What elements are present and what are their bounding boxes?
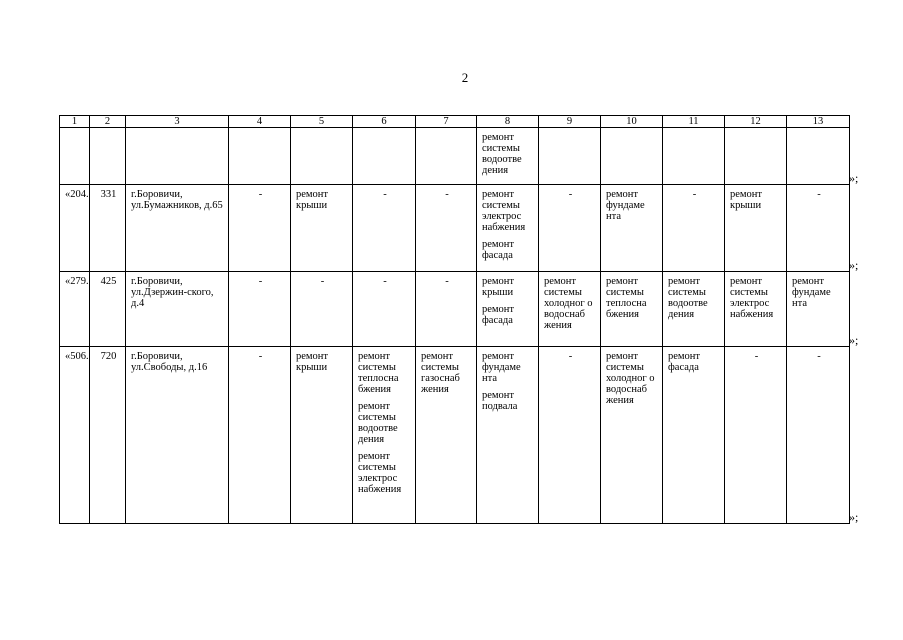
table-cell xyxy=(725,347,787,524)
empty-dash: - xyxy=(568,351,573,362)
table-cell xyxy=(90,347,126,524)
column-header: 11 xyxy=(663,116,725,128)
empty-dash: - xyxy=(568,189,573,200)
address: г.Боровичи, ул.Бумажников, д.65 xyxy=(131,189,223,211)
table-cell xyxy=(663,185,725,272)
table-cell xyxy=(353,347,416,524)
table-cell xyxy=(353,185,416,272)
table-cell xyxy=(477,347,539,524)
table-cell xyxy=(663,347,725,524)
work-item: ремонт системы водоотве дения xyxy=(482,132,522,176)
row-id: 720 xyxy=(100,351,117,362)
table-cell xyxy=(90,128,126,185)
table-cell xyxy=(601,185,663,272)
row-closing-mark: »; xyxy=(849,257,859,272)
work-item: ремонт крыши xyxy=(296,351,329,373)
table-cell xyxy=(126,128,229,185)
table-cell xyxy=(725,128,787,185)
column-header: 10 xyxy=(601,116,663,128)
row-id: 425 xyxy=(100,276,117,287)
table-cell xyxy=(229,185,291,272)
work-item: ремонт фасада xyxy=(668,351,701,373)
empty-dash: - xyxy=(258,351,263,362)
table-cell xyxy=(291,128,353,185)
table-cell xyxy=(353,128,416,185)
table-cell xyxy=(787,185,850,272)
work-item: ремонт фундаме нта xyxy=(792,276,831,309)
table-cell xyxy=(291,347,353,524)
table-cell xyxy=(291,185,353,272)
work-item: ремонт крыши xyxy=(296,189,329,211)
column-header: 1 xyxy=(60,116,90,128)
table-cell xyxy=(725,272,787,347)
empty-dash: - xyxy=(817,189,821,200)
table-cell xyxy=(90,185,126,272)
work-item: ремонт системы электрос набжения xyxy=(358,451,402,495)
table-cell xyxy=(229,128,291,185)
row-number: «204. xyxy=(65,189,89,200)
table-cell xyxy=(353,272,416,347)
work-item: ремонт крыши xyxy=(730,189,763,211)
table-cell xyxy=(725,185,787,272)
empty-dash: - xyxy=(692,189,697,200)
column-header: 12 xyxy=(725,116,787,128)
table-cell xyxy=(663,272,725,347)
table-cell xyxy=(787,347,850,524)
table-cell xyxy=(477,272,539,347)
empty-dash: - xyxy=(383,189,387,200)
row-number: «279. xyxy=(65,276,89,287)
table-cell xyxy=(90,272,126,347)
table-cell xyxy=(416,185,477,272)
table-cell xyxy=(60,185,90,272)
column-header: 2 xyxy=(90,116,126,128)
empty-dash: - xyxy=(320,276,325,287)
table-row xyxy=(60,185,850,272)
table-row xyxy=(60,128,850,185)
table-cell xyxy=(126,272,229,347)
row-closing-mark: »; xyxy=(849,509,859,524)
table-row xyxy=(60,347,850,524)
work-item: ремонт системы водоотве дения xyxy=(358,401,398,445)
table-cell xyxy=(60,272,90,347)
table-cell xyxy=(60,128,90,185)
table-cell xyxy=(663,128,725,185)
column-header: 3 xyxy=(126,116,229,128)
table-cell xyxy=(291,272,353,347)
work-item: ремонт подвала xyxy=(482,390,518,412)
work-item: ремонт фасада xyxy=(482,239,515,261)
table-cell xyxy=(229,272,291,347)
column-header: 6 xyxy=(353,116,416,128)
work-item: ремонт системы газоснаб жения xyxy=(421,351,460,395)
table-cell xyxy=(126,347,229,524)
work-item: ремонт системы электрос набжения xyxy=(730,276,774,320)
table-cell xyxy=(539,185,601,272)
empty-dash: - xyxy=(754,351,759,362)
work-item: ремонт фундаме нта xyxy=(606,189,645,222)
work-item: ремонт системы водоотве дения xyxy=(668,276,708,320)
table-cell xyxy=(416,128,477,185)
row-number: «506. xyxy=(65,351,89,362)
empty-dash: - xyxy=(258,276,263,287)
column-header: 7 xyxy=(416,116,477,128)
table-cell xyxy=(539,347,601,524)
table-cell xyxy=(601,128,663,185)
work-item: ремонт крыши xyxy=(482,276,515,298)
column-header: 8 xyxy=(477,116,539,128)
column-header: 4 xyxy=(229,116,291,128)
column-header: 13 xyxy=(787,116,850,128)
table-cell xyxy=(601,272,663,347)
table-cell xyxy=(787,128,850,185)
work-item: ремонт фундаме нта xyxy=(482,351,521,384)
table-cell xyxy=(477,185,539,272)
address: г.Боровичи, ул.Дзержин-ского, д.4 xyxy=(131,276,214,309)
column-header: 9 xyxy=(539,116,601,128)
row-id: 331 xyxy=(100,189,117,200)
row-closing-mark: »; xyxy=(849,170,859,185)
work-item: ремонт фасада xyxy=(482,304,515,326)
work-item: ремонт системы холодног о водоснаб жения xyxy=(606,351,655,406)
table-cell xyxy=(416,272,477,347)
table-cell xyxy=(477,128,539,185)
table-cell xyxy=(539,272,601,347)
page-number: 2 xyxy=(461,70,469,85)
table-cell xyxy=(126,185,229,272)
table-cell xyxy=(229,347,291,524)
address: г.Боровичи, ул.Свободы, д.16 xyxy=(131,351,208,373)
table-cell xyxy=(416,347,477,524)
empty-dash: - xyxy=(258,189,263,200)
header-row xyxy=(60,116,850,128)
empty-dash: - xyxy=(445,276,449,287)
empty-dash: - xyxy=(445,189,449,200)
empty-dash: - xyxy=(817,351,821,362)
table-cell xyxy=(601,347,663,524)
column-header: 5 xyxy=(291,116,353,128)
table-cell xyxy=(787,272,850,347)
empty-dash: - xyxy=(383,276,387,287)
work-item: ремонт системы холодног о водоснаб жения xyxy=(544,276,593,331)
table-row xyxy=(60,272,850,347)
repair-schedule-table xyxy=(59,115,850,524)
table-cell xyxy=(60,347,90,524)
work-item: ремонт системы электрос набжения xyxy=(482,189,526,233)
row-closing-mark: »; xyxy=(849,332,859,347)
work-item: ремонт системы теплосна бжения xyxy=(358,351,399,395)
table-cell xyxy=(539,128,601,185)
work-item: ремонт системы теплосна бжения xyxy=(606,276,647,320)
